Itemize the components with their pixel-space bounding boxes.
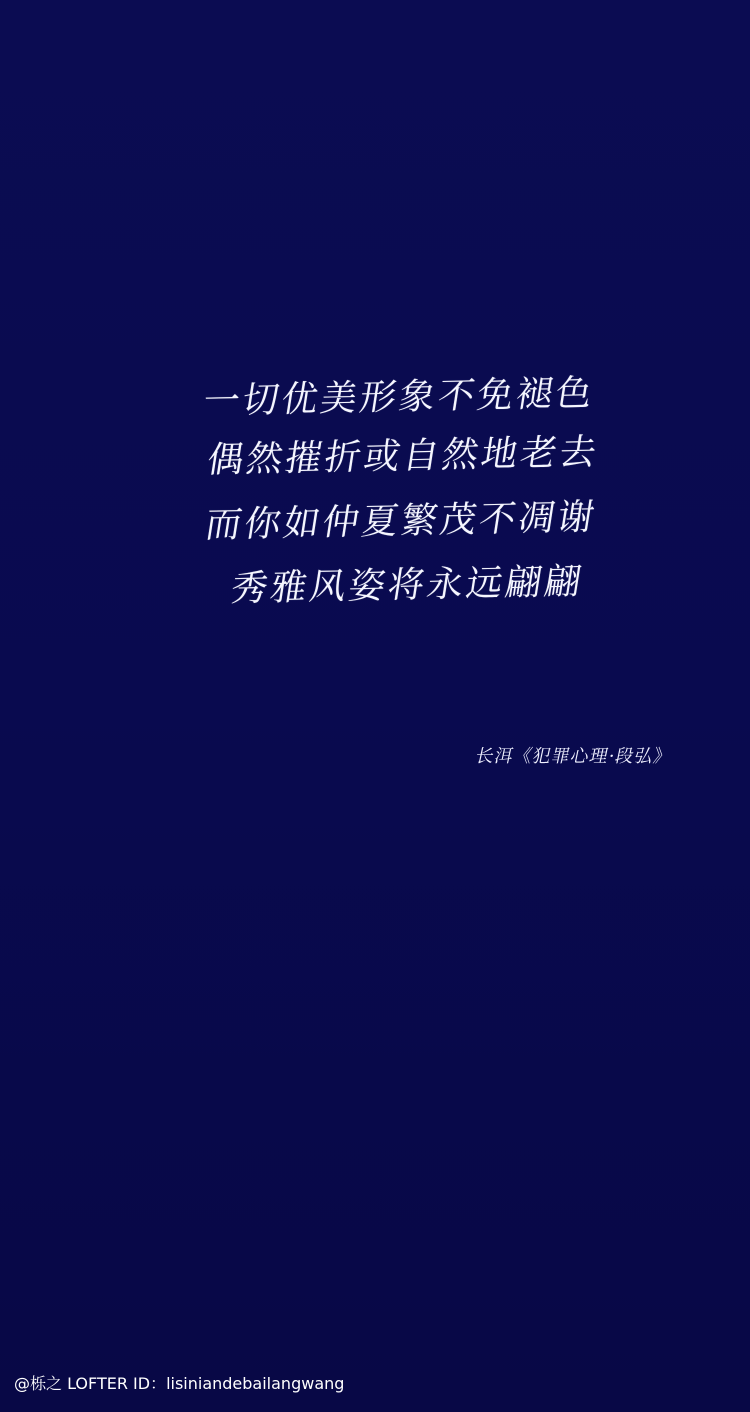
- poem-line-2: 偶然摧折或自然地老去: [204, 431, 602, 482]
- poem-line-3: 而你如仲夏繁茂不凋谢: [202, 496, 600, 547]
- poem-line-1: 一切优美形象不免褪色: [200, 372, 598, 423]
- lofter-watermark: @栎之 LOFTER ID：lisiniandebailangwang: [14, 1374, 345, 1393]
- poem-attribution: 长洱《犯罪心理·段弘》: [473, 746, 675, 767]
- poem-line-4: 秀雅风姿将永远翩翩: [228, 561, 587, 610]
